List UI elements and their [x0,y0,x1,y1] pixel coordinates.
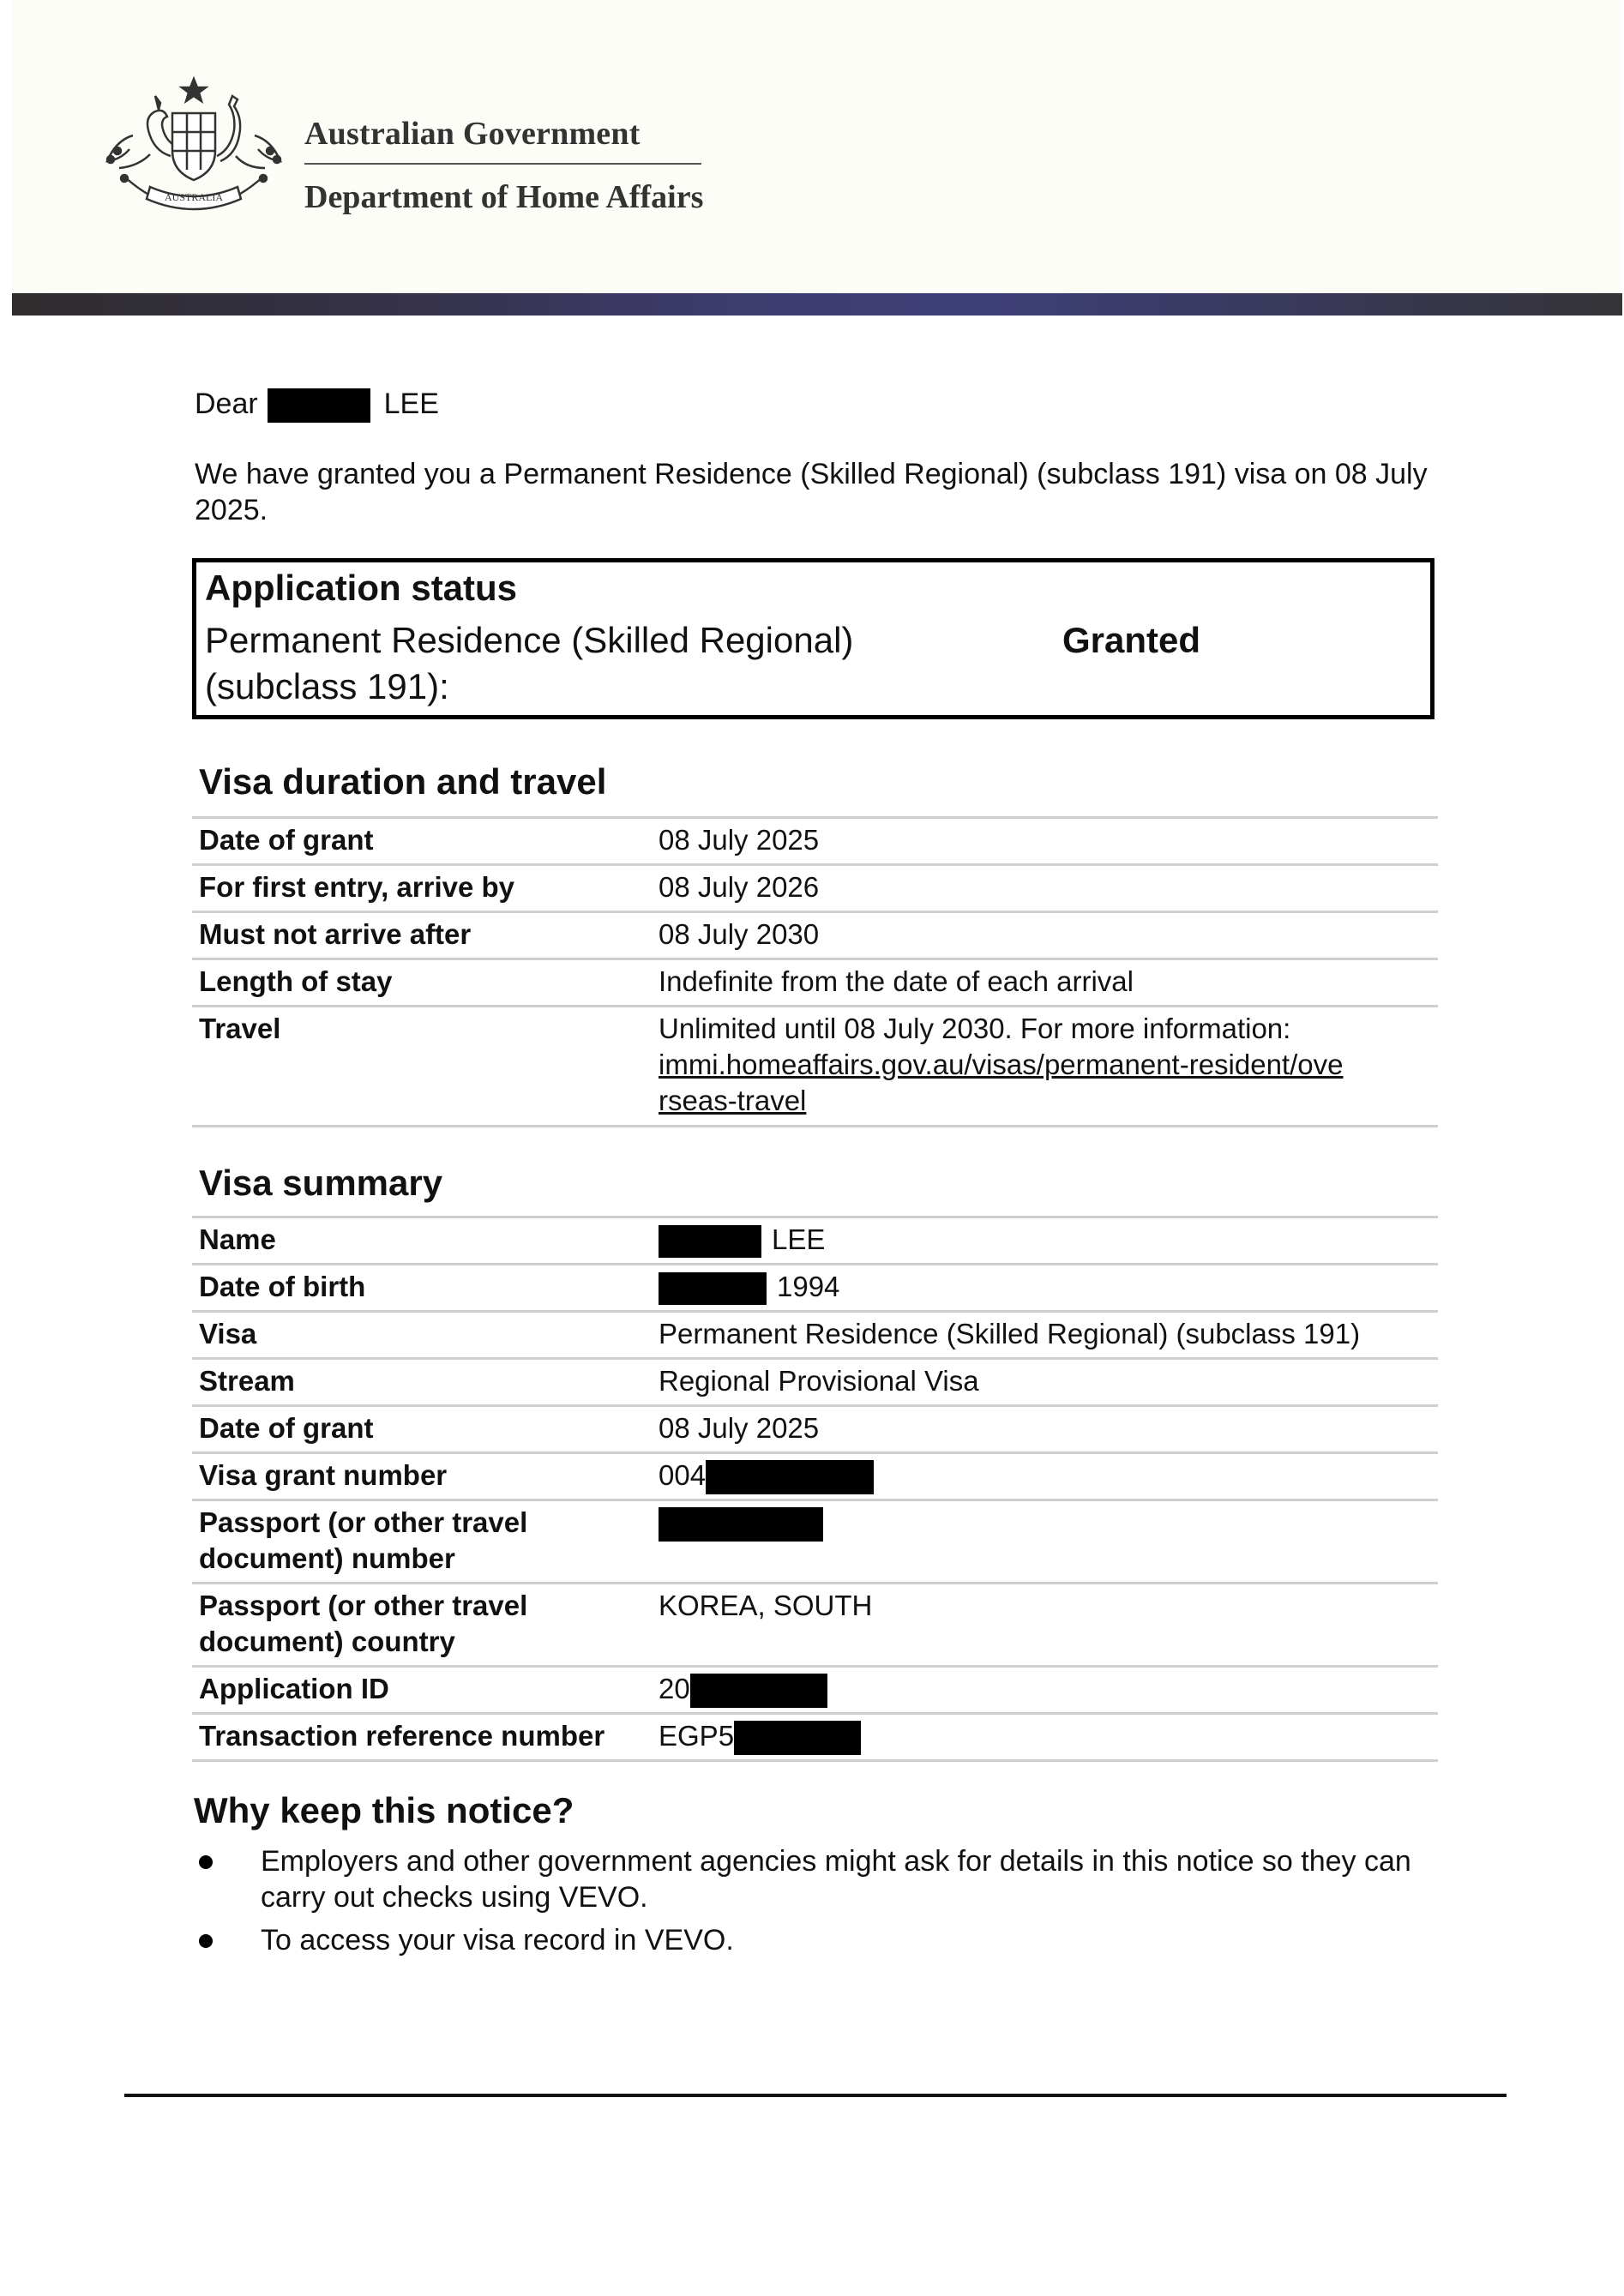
trn-value: EGP5 [659,1720,735,1752]
application-status-box [192,558,1435,719]
row-label: Passport (or other travel document) number [199,1506,528,1574]
header-bar [12,293,1622,316]
table-bottom-border [192,1125,1438,1127]
table-bottom-border [192,1759,1438,1762]
row-value: 08 July 2025 [659,1412,820,1444]
row-label: Passport (or other travel document) country [199,1590,528,1657]
application-id-value: 20 [659,1673,690,1704]
row-value [659,1505,1430,1542]
row-label: Date of birth [199,1271,366,1302]
table-row [192,1216,1438,1263]
row-value [659,1671,1430,1708]
row-value [659,1458,1430,1494]
row-value: Regional Provisional Visa [659,1365,979,1397]
row-label: Must not arrive after [199,918,472,950]
table-row [192,958,1438,1005]
redaction-block [268,388,370,423]
why-bullet-list [192,1843,1435,1965]
table-row [192,1357,1438,1404]
bullet-icon [199,1934,213,1948]
row-value: Permanent Residence (Skilled Regional) (subclass 191) [659,1318,1361,1349]
svg-text:AUSTRALIA: AUSTRALIA [165,191,223,203]
redaction-block [659,1507,823,1542]
status-visa-name: Permanent Residence (Skilled Regional) (subclass 191): [205,620,854,706]
row-value [659,1718,1430,1755]
row-label: Stream [199,1365,295,1397]
row-label: Visa [199,1318,257,1349]
status-heading: Application status [205,568,518,608]
summary-table [192,1216,1438,1762]
duration-heading: Visa duration and travel [199,761,607,802]
table-row [192,1665,1438,1712]
table-row [192,863,1438,911]
salutation [195,386,439,423]
table-row [192,1263,1438,1310]
redaction-block [706,1460,874,1494]
row-label: Date of grant [199,1412,374,1444]
table-row [192,1582,1438,1665]
table-row [192,1404,1438,1452]
grant-number-value: 004 [659,1459,707,1491]
redaction-block [659,1272,767,1305]
row-label: Visa grant number [199,1459,448,1491]
bullet-icon [199,1855,213,1869]
row-value [659,1011,1430,1119]
table-row [192,1499,1438,1582]
department-title: Department of Home Affairs [304,179,704,215]
table-row [192,1005,1438,1125]
table-row [192,1452,1438,1499]
header-divider [304,163,701,165]
row-label: Application ID [199,1673,389,1704]
list-item [192,1922,1435,1958]
intro-paragraph: We have granted you a Permanent Residence (Skilled Regional) (subclass 191) visa on 08 July 2025. [195,458,1428,526]
table-row [192,1310,1438,1357]
salutation-word: Dear [195,388,258,420]
list-item [192,1843,1435,1915]
table-row [192,1712,1438,1759]
duration-table [192,816,1438,1127]
government-title: Australian Government [304,116,641,152]
dob-value: 1994 [777,1271,840,1302]
row-label: Date of grant [199,824,374,856]
summary-heading: Visa summary [199,1163,443,1203]
table-row [192,816,1438,863]
row-value: Indefinite from the date of each arrival [659,965,1134,997]
status-value: Granted [1062,620,1201,660]
row-value: 08 July 2025 [659,824,820,856]
row-value [659,1269,1430,1305]
row-value [659,1222,1430,1258]
row-label: Length of stay [199,965,393,997]
salutation-surname: LEE [383,388,439,420]
row-value: 08 July 2026 [659,871,820,903]
row-value: KOREA, SOUTH [659,1590,873,1621]
bullet-text: To access your visa record in VEVO. [261,1924,734,1956]
overseas-travel-link[interactable]: immi.homeaffairs.gov.au/visas/permanent-resident/overseas-travel [659,1049,1344,1116]
footer-divider [124,2094,1507,2097]
coat-of-arms-icon [99,75,289,221]
travel-text: Unlimited until 08 July 2030. For more information: [659,1013,1291,1044]
bullet-text: Employers and other government agencies might ask for details in this notice so they can carry out checks using VEVO. [261,1845,1411,1914]
row-label: For first entry, arrive by [199,871,515,903]
redaction-block [690,1674,827,1708]
redaction-block [734,1721,861,1755]
why-heading: Why keep this notice? [194,1790,574,1830]
row-label: Travel [199,1013,281,1044]
row-label: Transaction reference number [199,1720,605,1752]
redaction-block [659,1225,761,1258]
row-label: Name [199,1223,276,1255]
row-value: 08 July 2030 [659,918,820,950]
table-row [192,911,1438,958]
name-value: LEE [772,1223,826,1255]
